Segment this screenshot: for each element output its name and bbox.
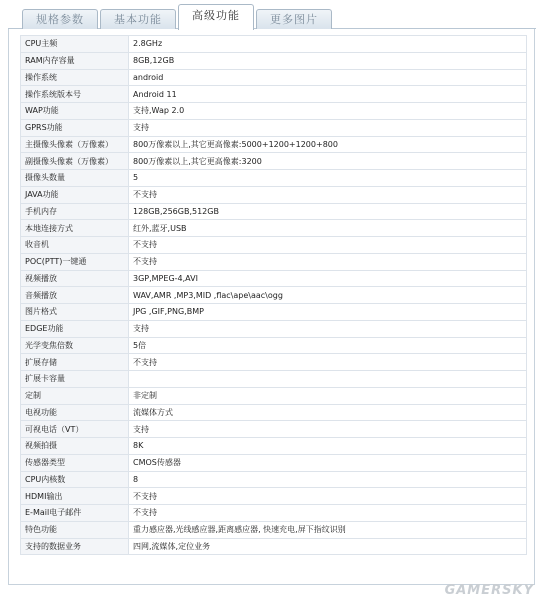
tab-advanced-functions[interactable]: 高级功能 xyxy=(178,4,254,30)
table-row xyxy=(21,253,527,270)
spec-label: EDGE功能 xyxy=(21,320,129,337)
table-row xyxy=(21,170,527,187)
spec-value: 128GB,256GB,512GB xyxy=(129,203,527,220)
spec-label: WAP功能 xyxy=(21,103,129,120)
spec-label: E-Mail电子邮件 xyxy=(21,505,129,522)
table-row xyxy=(21,454,527,471)
table-row xyxy=(21,404,527,421)
spec-value: CMOS传感器 xyxy=(129,454,527,471)
spec-value: 800万像素以上,其它更高像素:5000+1200+1200+800 xyxy=(129,136,527,153)
spec-label: 操作系统版本号 xyxy=(21,86,129,103)
spec-label: 扩展卡容量 xyxy=(21,371,129,388)
spec-label: 摄像头数量 xyxy=(21,170,129,187)
spec-value: 不支持 xyxy=(129,237,527,254)
spec-value: 5 xyxy=(129,170,527,187)
table-row xyxy=(21,220,527,237)
table-row xyxy=(21,471,527,488)
spec-value: 2.8GHz xyxy=(129,36,527,53)
spec-value: Android 11 xyxy=(129,86,527,103)
spec-label: CPU内核数 xyxy=(21,471,129,488)
spec-label: 视频播放 xyxy=(21,270,129,287)
spec-value: 不支持 xyxy=(129,253,527,270)
tab-specs[interactable]: 规格参数 xyxy=(22,9,98,29)
table-row xyxy=(21,538,527,555)
spec-value: 重力感应器,光线感应器,距离感应器, 快速充电,屏下指纹识别 xyxy=(129,521,527,538)
spec-value: 8GB,12GB xyxy=(129,52,527,69)
spec-label: 音频播放 xyxy=(21,287,129,304)
spec-label: GPRS功能 xyxy=(21,119,129,136)
spec-label: 本地连接方式 xyxy=(21,220,129,237)
table-row xyxy=(21,103,527,120)
spec-value: 支持 xyxy=(129,421,527,438)
spec-label: 特色功能 xyxy=(21,521,129,538)
tab-more-images[interactable]: 更多图片 xyxy=(256,9,332,29)
spec-value: 8K xyxy=(129,438,527,455)
table-row xyxy=(21,488,527,505)
spec-label: 收音机 xyxy=(21,237,129,254)
spec-value: 不支持 xyxy=(129,488,527,505)
table-row xyxy=(21,186,527,203)
spec-label: 视频拍摄 xyxy=(21,438,129,455)
spec-value xyxy=(129,371,527,388)
table-row xyxy=(21,153,527,170)
spec-label: 手机内存 xyxy=(21,203,129,220)
spec-label: HDMI输出 xyxy=(21,488,129,505)
table-row xyxy=(21,304,527,321)
tab-basic-functions[interactable]: 基本功能 xyxy=(100,9,176,29)
spec-value: 支持 xyxy=(129,320,527,337)
spec-value: 四网,流媒体,定位业务 xyxy=(129,538,527,555)
table-row xyxy=(21,136,527,153)
table-row xyxy=(21,387,527,404)
spec-value: 不支持 xyxy=(129,354,527,371)
table-row xyxy=(21,371,527,388)
table-row xyxy=(21,320,527,337)
spec-label: 支持的数据业务 xyxy=(21,538,129,555)
spec-label: 操作系统 xyxy=(21,69,129,86)
spec-label: 副摄像头像素（万像素） xyxy=(21,153,129,170)
spec-value: 8 xyxy=(129,471,527,488)
spec-value: WAV,AMR ,MP3,MID ,flac\ape\aac\ogg xyxy=(129,287,527,304)
table-row xyxy=(21,237,527,254)
spec-value: 流媒体方式 xyxy=(129,404,527,421)
spec-label: RAM内存容量 xyxy=(21,52,129,69)
watermark: GAMERSKY xyxy=(444,583,534,598)
spec-label: 可视电话（VT） xyxy=(21,421,129,438)
table-row xyxy=(21,505,527,522)
tab-bar xyxy=(0,0,550,32)
table-row xyxy=(21,421,527,438)
table-row xyxy=(21,354,527,371)
spec-label: 定制 xyxy=(21,387,129,404)
spec-label: 传感器类型 xyxy=(21,454,129,471)
table-row xyxy=(21,69,527,86)
spec-table xyxy=(20,35,527,555)
spec-value: 不支持 xyxy=(129,505,527,522)
table-row xyxy=(21,52,527,69)
spec-value: 支持,Wap 2.0 xyxy=(129,103,527,120)
table-row xyxy=(21,270,527,287)
spec-label: 图片格式 xyxy=(21,304,129,321)
table-row xyxy=(21,119,527,136)
spec-value: 5倍 xyxy=(129,337,527,354)
spec-label: 光学变焦倍数 xyxy=(21,337,129,354)
spec-value: 支持 xyxy=(129,119,527,136)
table-row xyxy=(21,521,527,538)
spec-label: JAVA功能 xyxy=(21,186,129,203)
table-row xyxy=(21,337,527,354)
spec-label: POC(PTT)一键通 xyxy=(21,253,129,270)
spec-label: CPU主频 xyxy=(21,36,129,53)
spec-value: 3GP,MPEG-4,AVI xyxy=(129,270,527,287)
table-row xyxy=(21,36,527,53)
table-row xyxy=(21,438,527,455)
table-row xyxy=(21,86,527,103)
spec-value: 非定制 xyxy=(129,387,527,404)
spec-value: 800万像素以上,其它更高像素:3200 xyxy=(129,153,527,170)
spec-label: 扩展存储 xyxy=(21,354,129,371)
spec-value: 不支持 xyxy=(129,186,527,203)
spec-value: android xyxy=(129,69,527,86)
table-row xyxy=(21,203,527,220)
spec-value: 红外,蓝牙,USB xyxy=(129,220,527,237)
spec-label: 主摄像头像素（万像素） xyxy=(21,136,129,153)
spec-value: JPG ,GIF,PNG,BMP xyxy=(129,304,527,321)
table-row xyxy=(21,287,527,304)
spec-label: 电视功能 xyxy=(21,404,129,421)
